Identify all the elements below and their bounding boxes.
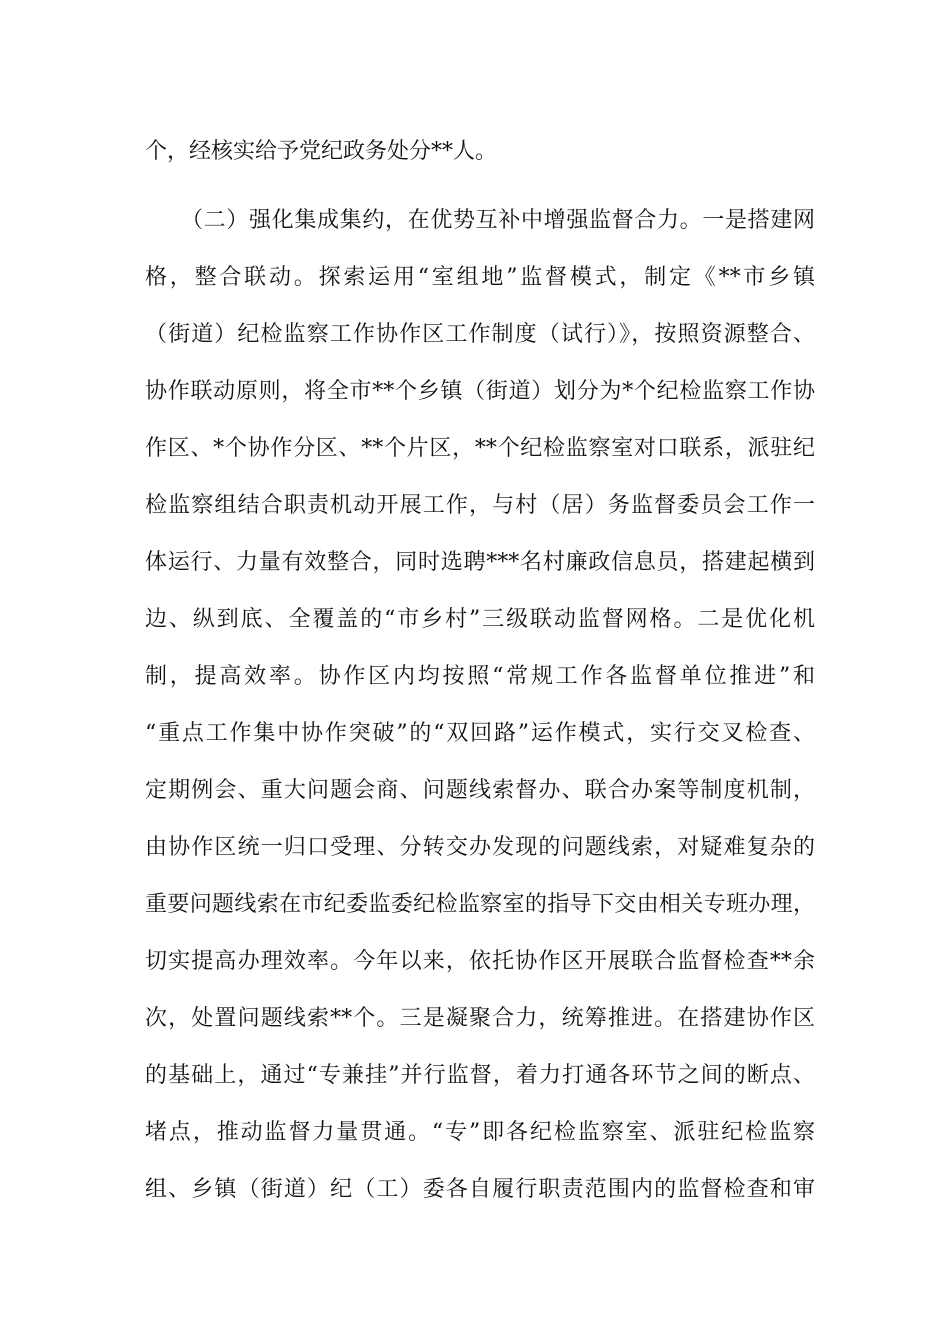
- paragraph-line: 制，提高效率。协作区内均按照“常规工作各监督单位推进”和: [145, 664, 815, 689]
- paragraph-line: 的基础上，通过“专兼挂”并行监督，着力打通各环节之间的断点、: [145, 1063, 815, 1088]
- paragraph-line: 由协作区统一归口受理、分转交办发现的问题线索，对疑难复杂的: [145, 835, 815, 860]
- paragraph-line: 作区、*个协作分区、**个片区，**个纪检监察室对口联系，派驻纪: [145, 436, 815, 461]
- paragraph-line: 个，经核实给予党纪政务处分**人。: [145, 139, 498, 164]
- paragraph-line: （街道）纪检监察工作协作区工作制度（试行）》，按照资源整合、: [145, 322, 815, 347]
- paragraph-line: 切实提高办理效率。今年以来，依托协作区开展联合监督检查**余: [145, 949, 815, 974]
- paragraph-line: 堵点，推动监督力量贯通。“专”即各纪检监察室、派驻纪检监察: [145, 1120, 815, 1145]
- paragraph-line: 边、纵到底、全覆盖的“市乡村”三级联动监督网格。二是优化机: [145, 607, 815, 632]
- paragraph-line: 协作联动原则，将全市**个乡镇（街道）划分为*个纪检监察工作协: [145, 379, 815, 404]
- paragraph-line: 格，整合联动。探索运用“室组地”监督模式，制定《**市乡镇: [145, 265, 815, 290]
- paragraph-line: 检监察组结合职责机动开展工作，与村（居）务监督委员会工作一: [145, 493, 815, 518]
- paragraph-line: 体运行、力量有效整合，同时选聘***名村廉政信息员，搭建起横到: [145, 550, 815, 575]
- paragraph-line: 重要问题线索在市纪委监委纪检监察室的指导下交由相关专班办理，: [145, 892, 815, 917]
- paragraph-line: （二）强化集成集约，在优势互补中增强监督合力。一是搭建网: [181, 208, 815, 233]
- paragraph-line: “重点工作集中协作突破”的“双回路”运作模式，实行交叉检查、: [145, 721, 815, 746]
- paragraph-line: 定期例会、重大问题会商、问题线索督办、联合办案等制度机制，: [145, 778, 815, 803]
- paragraph-line: 组、乡镇（街道）纪（工）委各自履行职责范围内的监督检查和审: [145, 1177, 815, 1202]
- paragraph-line: 次，处置问题线索**个。三是凝聚合力，统筹推进。在搭建协作区: [145, 1006, 815, 1031]
